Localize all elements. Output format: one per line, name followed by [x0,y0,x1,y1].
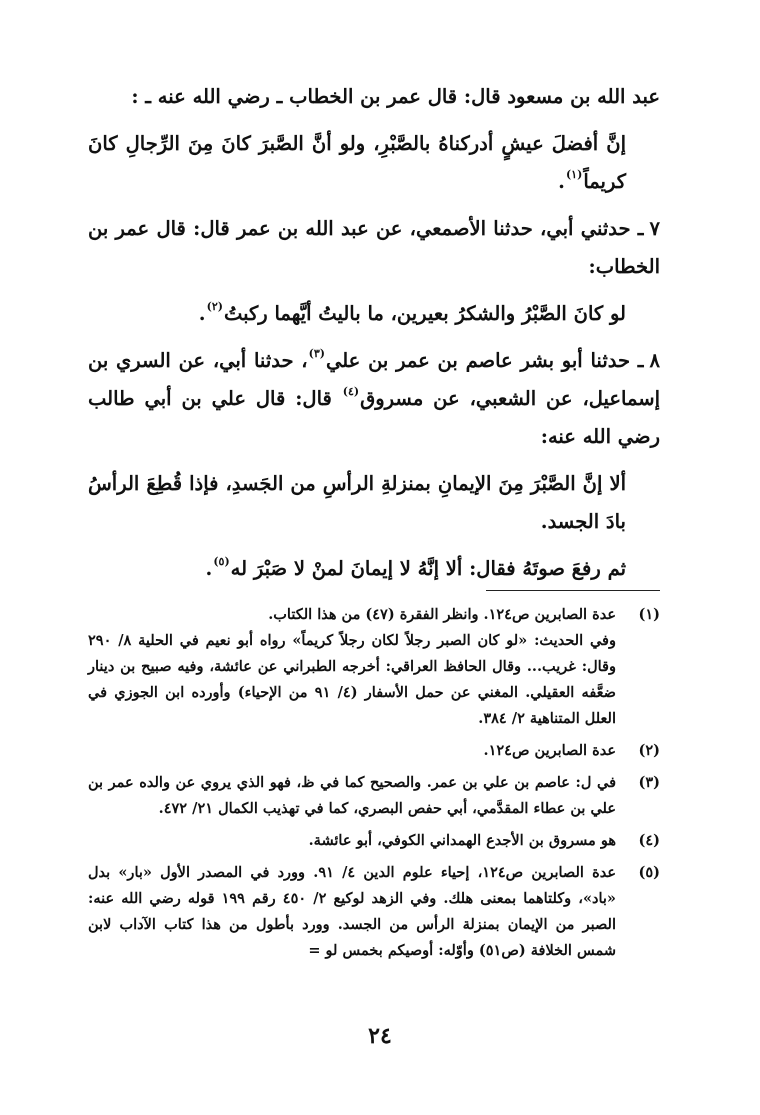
footnote-2-number: (٢) [638,742,660,759]
quote-2 [88,295,660,333]
paragraph-7-text: ـ حدثني أبي، حدثنا الأصمعي، عن عبد الله بن عمر قال: قال عمر بن الخطاب: [88,217,660,278]
entry-number-7: ٧ [649,217,660,240]
page-number: ٢٤ [368,1023,392,1049]
entry-number-8: ٨ [649,349,660,372]
footnote-4-body [88,828,616,854]
quote-1 [88,125,660,201]
footnote-2-para-1: عدة الصابرين ص١٢٤. [483,742,616,759]
quote-3: ألا إنَّ الصَّبْرَ مِنَ الإيمانِ بمنزلةِ الرأسِ من الجَسدِ، فإذا قُطِعَ الرأسُ بادَ الجسد. [88,472,626,533]
paragraph-8-text-a: ـ حدثنا أبو بشر عاصم بن عمر بن علي [325,349,644,372]
footnote-2-body [88,738,616,764]
main-text [88,78,660,588]
quote-1-end: . [558,170,565,193]
footnote-5-body [88,860,616,964]
footnote-3 [88,770,660,822]
footnote-4 [88,828,660,854]
footnote-3-number: (٣) [638,774,660,791]
paragraph-7 [88,210,660,286]
quote-1-text: إنَّ أفضلَ عيشٍ أدركناهُ بالصَّبْرِ، ولو أنَّ الصَّبرَ كانَ مِنَ الرِّجالِ كانَ كريماً [88,132,626,193]
footnote-ref-4[interactable]: (٤) [342,385,360,398]
paragraph-8 [88,342,660,456]
footnote-5 [88,860,660,964]
footnote-ref-3[interactable]: (٣) [308,347,325,360]
footnote-ref-1[interactable]: (١) [565,168,583,181]
footnote-1 [88,602,660,732]
paragraph-intro: عبد الله بن مسعود قال: قال عمر بن الخطاب ـ رضي الله عنه ـ : [131,85,660,108]
footnote-5-number: (٥) [638,864,660,881]
footnote-1-body [88,602,616,732]
quote-4 [88,550,660,588]
footnote-1-para-2: وفي الحديث: «لو كان الصبر رجلاً لكان رجلاً كريماً» رواه أبو نعيم في الحلية ٨/ ٢٩٠ وقال: غريب... وقال الحافظ العراقي: أخرجه الطبراني عن عائشة، وفيه صبيح بن دينار ضعَّفه العقيلي. المغني عن حمل الأسفار (٤/ ٩١ من الإحياء) وأورده ابن الجوزي في العلل المتناهية ٢/ ٣٨٤. [88,632,616,727]
footnote-divider [486,590,660,591]
footnote-3-para-1: في ل: عاصم بن علي بن عمر. والصحيح كما في ظ، فهو الذي يروي عن والده عمر بن علي بن عطاء المقدَّمي، أبي حفص البصري، كما في تهذيب الكمال ٢١/ ٤٧٢. [88,774,616,817]
footnote-4-number: (٤) [638,832,660,849]
footnote-2 [88,738,660,764]
footnote-1-number: (١) [638,606,660,623]
quote-4-end: . [205,557,213,580]
footnote-ref-5[interactable]: (٥) [213,555,230,568]
quote-4-text: ثم رفعَ صوتَهُ فقال: ألا إنَّهُ لا إيمانَ لمنْ لا صَبْرَ له [230,557,626,580]
footnote-5-para-1: عدة الصابرين ص١٢٤، إحياء علوم الدين ٤/ ٩١. وورد في المصدر الأول «بار» بدل «باد»، وكلتاهما بمعنى هلك. وفي الزهد لوكيع ٢/ ٤٥٠ رقم ١٩٩ قوله رضي الله عنه: الصبر من الإيمان بمنزلة الرأس من الجسد. وورد بأطول من هذا كتاب الآداب لابن شمس الخلافة (ص٥١) وأوّله: أوصيكم بخمس لو = [88,864,616,959]
footnote-1-para-1: عدة الصابرين ص١٢٤. وانظر الفقرة (٤٧) من هذا الكتاب. [268,606,616,623]
footnote-4-para-1: هو مسروق بن الأجدع الهمداني الكوفي، أبو عائشة. [308,832,616,849]
footnote-ref-2[interactable]: (٢) [206,300,223,313]
quote-2-text: لو كانَ الصَّبْرُ والشكرُ بعيرين، ما باليتُ أيَّهما ركبتُ [223,302,626,325]
paragraph-8-text-b: ، حدثنا أبي، عن السري بن إسماعيل، عن الشعبي، عن مسروق [88,349,660,410]
footnotes [88,602,660,970]
paragraph-8-text-c: قال: قال علي بن أبي طالب رضي الله عنه: [88,387,660,448]
footnote-3-body [88,770,616,822]
quote-2-end: . [198,302,206,325]
